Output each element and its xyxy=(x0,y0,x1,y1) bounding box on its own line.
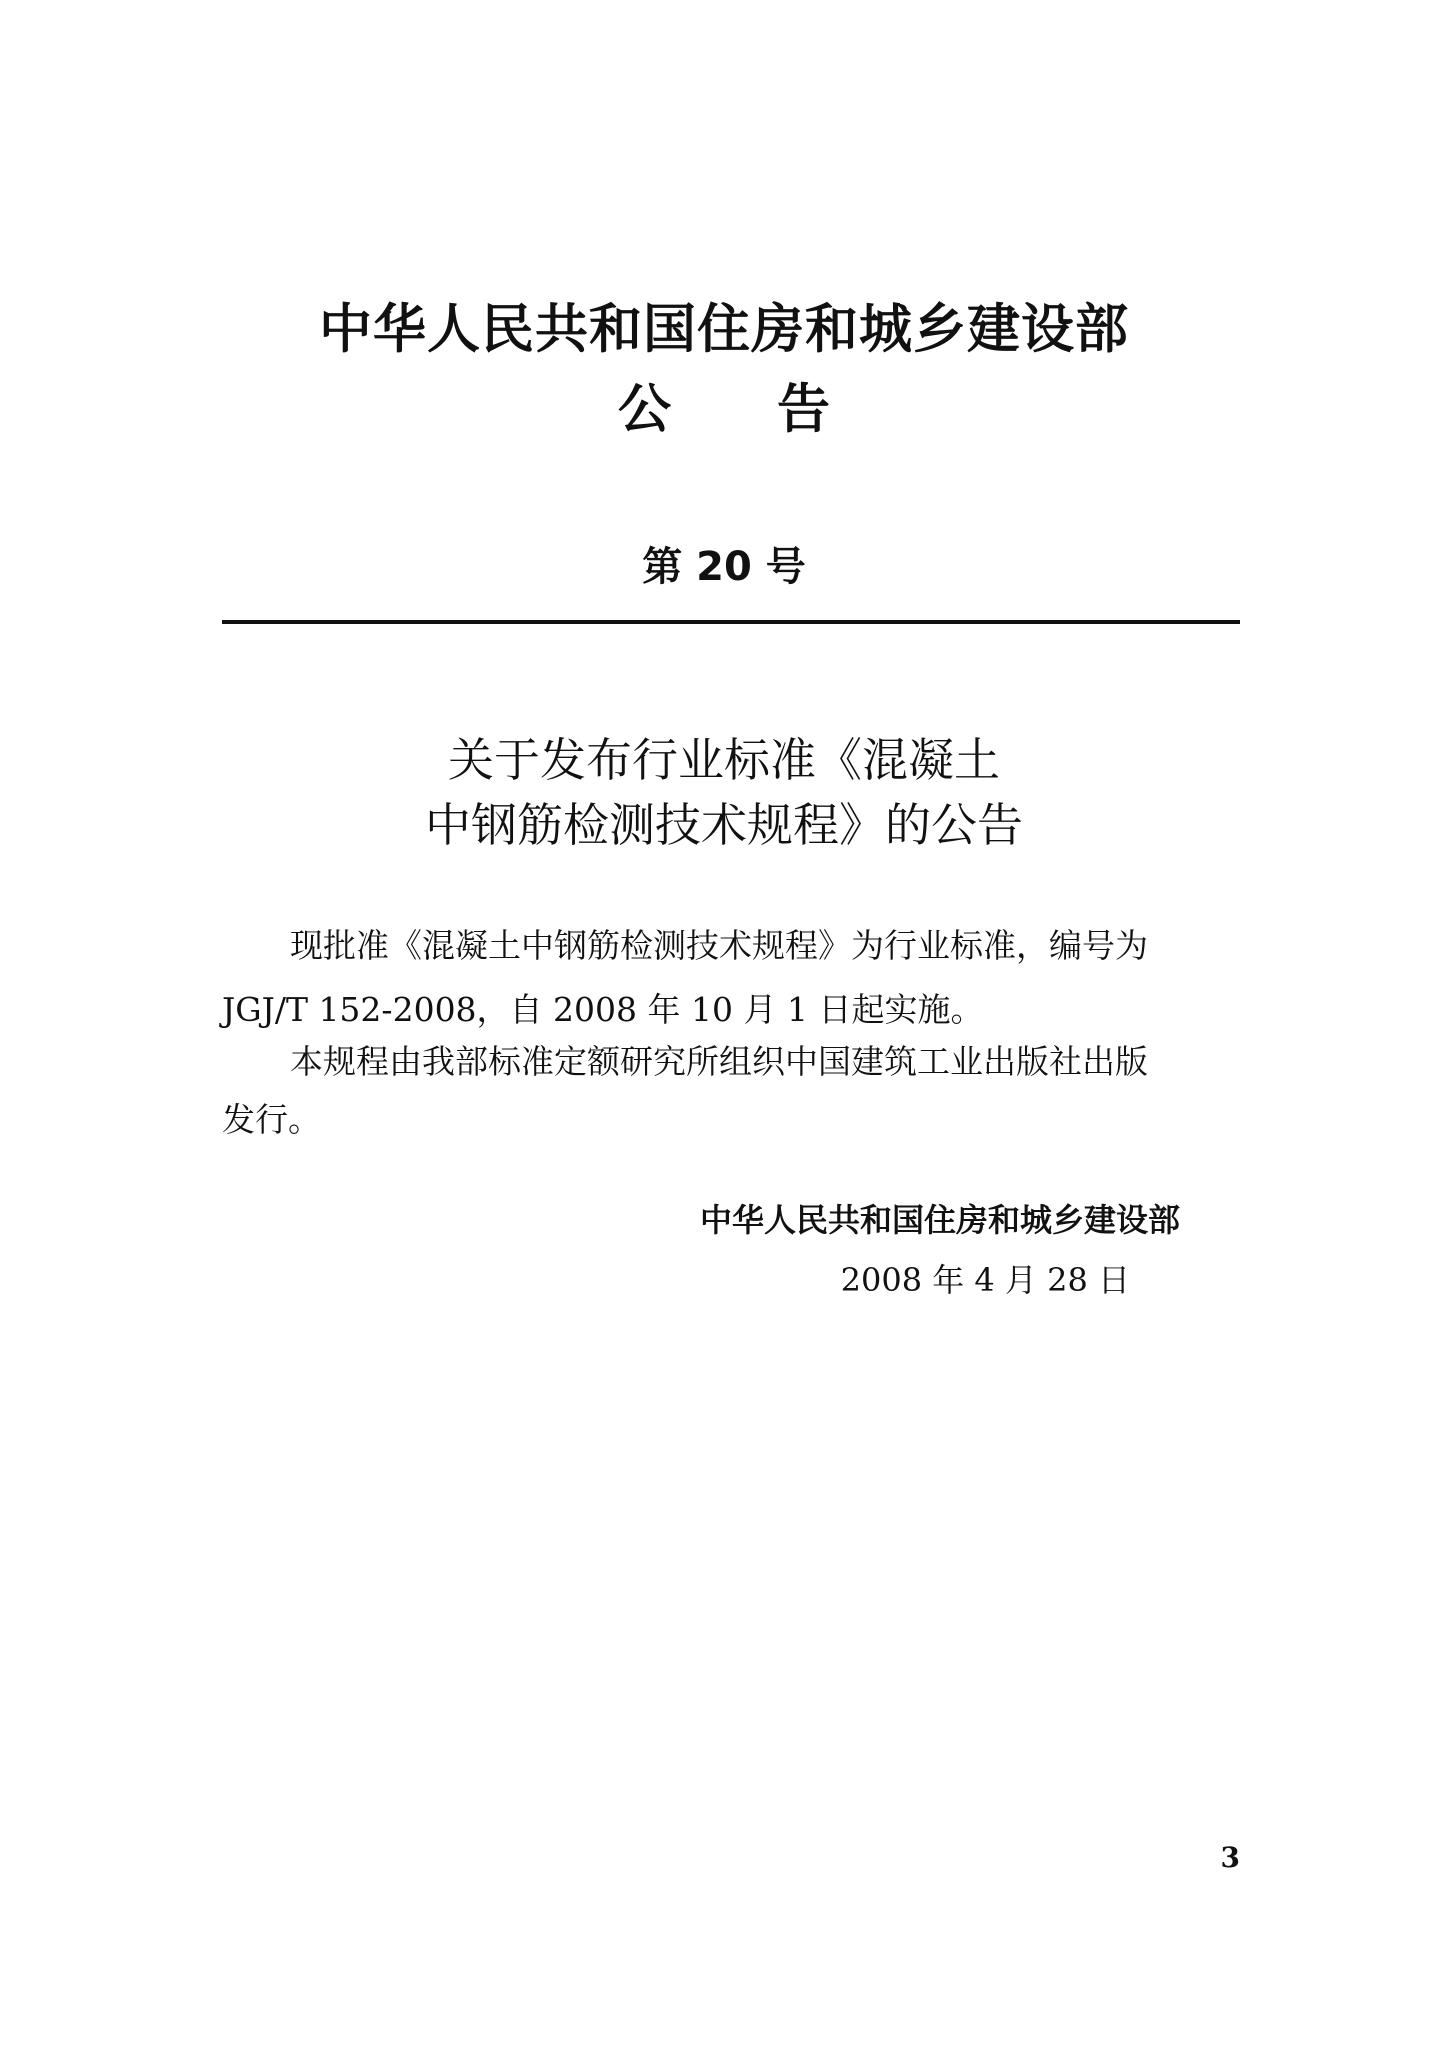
body-paragraph-1-line-1: 现批准《混凝土中钢筋检测技术规程》为行业标准，编号为 xyxy=(290,926,1148,965)
body-paragraph-2-line-1: 本规程由我部标准定额研究所组织中国建筑工业出版社出版 xyxy=(290,1042,1148,1081)
notice-number: 第 20 号 xyxy=(642,544,806,590)
signature-date: 2008 年 4 月 28 日 xyxy=(840,1261,1130,1299)
announcement-heading-line-2: 中钢筋检测技术规程》的公告 xyxy=(425,798,1023,852)
signature-issuer: 中华人民共和国住房和城乡建设部 xyxy=(699,1201,1180,1239)
page-number: 3 xyxy=(1220,1841,1240,1874)
header-divider xyxy=(222,620,1240,624)
announcement-heading-line-1: 关于发布行业标准《混凝土 xyxy=(448,733,1000,787)
body-paragraph-2-line-2: 发行。 xyxy=(222,1100,321,1139)
body-paragraph-1-line-2: JGJ/T 152-2008，自 2008 年 10 月 1 日起实施。 xyxy=(222,990,984,1029)
ministry-title: 中华人民共和国住房和城乡建设部 xyxy=(319,299,1129,360)
notice-title: 公 告 xyxy=(618,379,830,440)
